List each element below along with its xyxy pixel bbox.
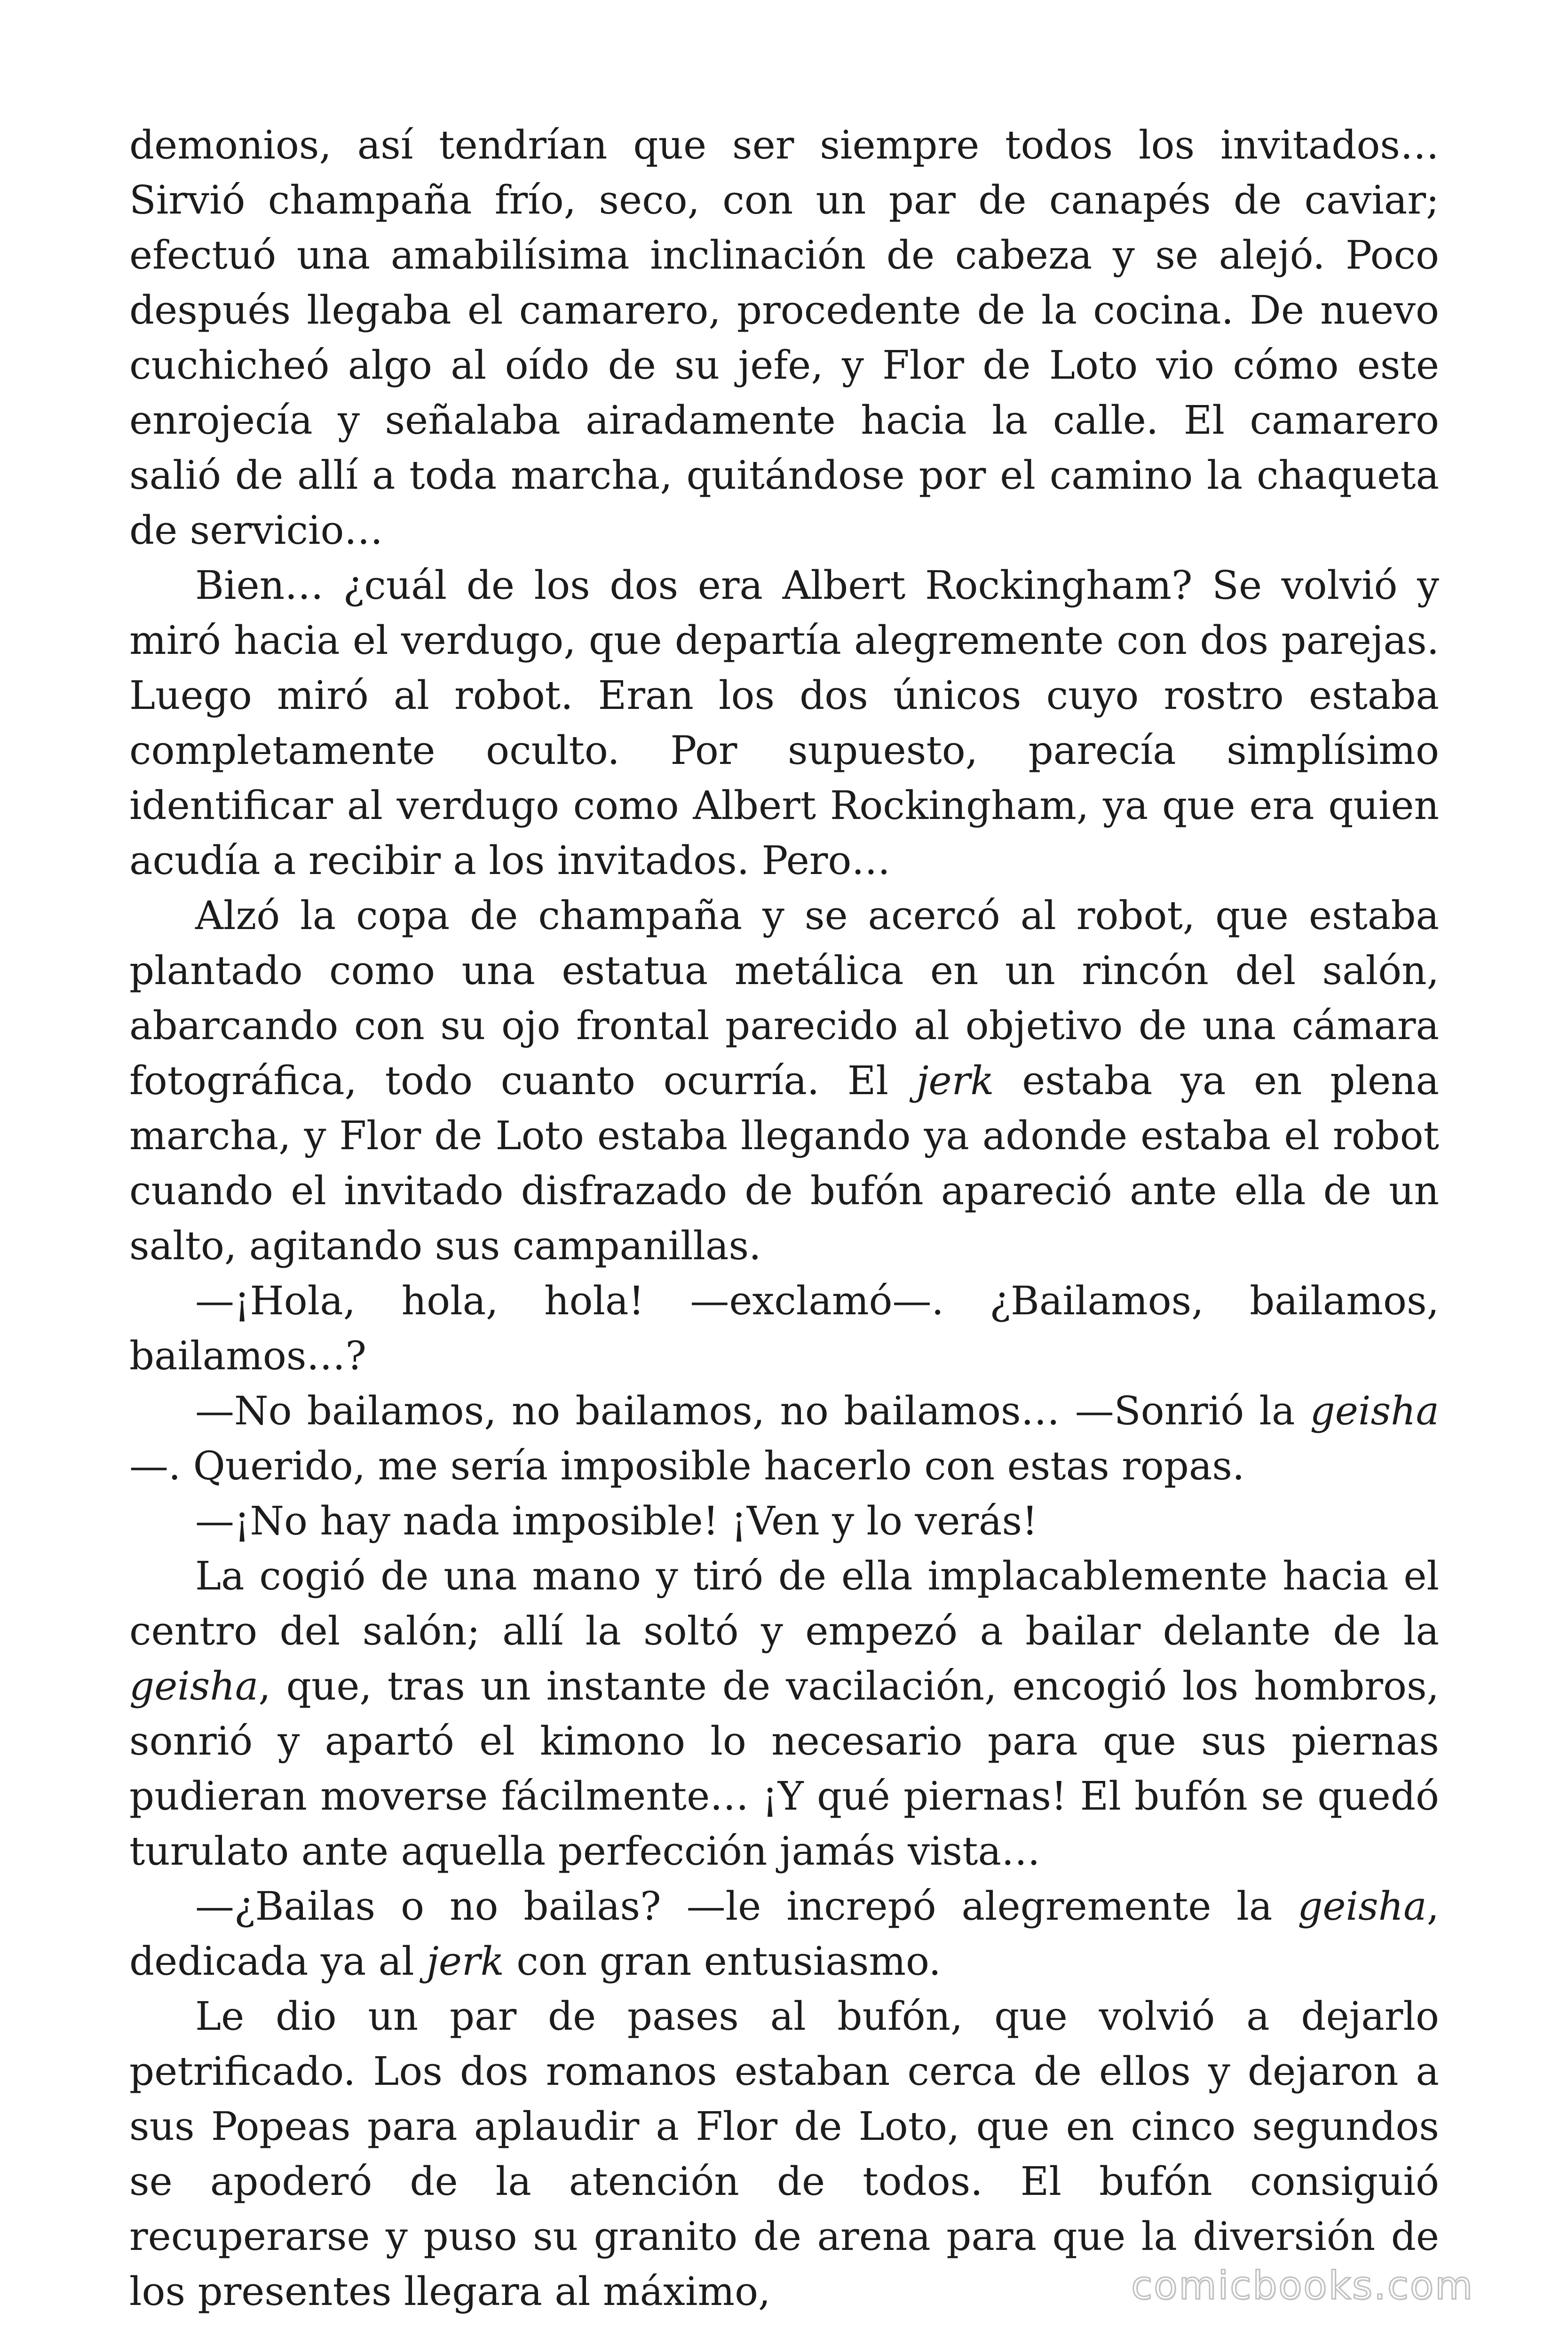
paragraph-text: —. Querido, me sería imposible hacerlo con estas ropas.: [129, 1443, 1245, 1489]
paragraph-text: Alzó la copa de champaña y se acercó al robot, que estaba plantado como una estatua metálica en un rincón del salón, abarcando con su ojo frontal parecido al objetivo de una cámara fotográfica, todo cuanto ocurría. El: [129, 893, 1439, 1104]
paragraph-text: , dedicada ya al: [129, 1883, 1439, 1984]
paragraph-text: con gran entusiasmo.: [504, 1939, 941, 1984]
paragraph-text: estaba ya en plena marcha, y Flor de Loto estaba llegando ya adonde estaba el robot cuando el invitado disfrazado de bufón apareció ante ella de un salto, agitando sus campanillas.: [129, 1058, 1440, 1269]
paragraph: [129, 1494, 1439, 1549]
paragraph-text: —¿Bailas o no bailas? —le increpó alegremente la: [195, 1883, 1298, 1929]
italic-term: geisha: [1298, 1883, 1427, 1929]
paragraph: [129, 1273, 1439, 1383]
paragraph-text: —¡Hola, hola, hola! —exclamó—. ¿Bailamos, bailamos, bailamos…?: [129, 1278, 1439, 1379]
paragraph: [129, 888, 1439, 1273]
site-watermark: comicbooks.com: [1131, 2264, 1474, 2308]
italic-term: geisha: [1310, 1388, 1439, 1434]
paragraph-text: demonios, así tendrían que ser siempre todos los invitados… Sirvió champaña frío, seco, con un par de canapés de caviar; efectuó una amabilísima inclinación de cabeza y se alejó. Poco después llegaba el camarero, procedente de la cocina. De nuevo cuchicheó algo al oído de su jefe, y Flor de Loto vio cómo este enrojecía y señalaba airadamente hacia la calle. El camarero salió de allí a toda marcha, quitándose por el camino la chaqueta de servicio…: [129, 122, 1439, 553]
paragraph-text: Bien… ¿cuál de los dos era Albert Rockingham? Se volvió y miró hacia el verdugo, que departía alegremente con dos parejas. Luego miró al robot. Eran los dos únicos cuyo rostro estaba completamente oculto. Por supuesto, parecía simplísimo identificar al verdugo como Albert Rockingham, ya que era quien acudía a recibir a los invitados. Pero…: [129, 563, 1439, 883]
paragraph-text: , que, tras un instante de vacilación, encogió los hombros, sonrió y apartó el kimono lo necesario para que sus piernas pudieran moverse fácilmente… ¡Y qué piernas! El bufón se quedó turulato ante aquella perfección jamás vista…: [129, 1663, 1439, 1874]
italic-term: jerk: [916, 1058, 994, 1104]
paragraph: [129, 118, 1439, 558]
paragraph-text: La cogió de una mano y tiró de ella implacablemente hacia el centro del salón; allí la soltó y empezó a bailar delante de la: [129, 1553, 1439, 1654]
italic-term: jerk: [427, 1939, 504, 1984]
paragraph-text: —No bailamos, no bailamos, no bailamos… —Sonrió la: [195, 1388, 1310, 1434]
paragraph: [129, 558, 1439, 888]
paragraph: [129, 1879, 1439, 1989]
paragraph: [129, 1383, 1439, 1494]
book-page-text: [129, 118, 1439, 2319]
paragraph: [129, 1549, 1439, 1879]
paragraph-text: Le dio un par de pases al bufón, que volvió a dejarlo petrificado. Los dos romanos estaban cerca de ellos y dejaron a sus Popeas para aplaudir a Flor de Loto, que en cinco segundos se apoderó de la atención de todos. El bufón consiguió recuperarse y puso su granito de arena para que la diversión de los presentes llegara al máximo,: [129, 1994, 1439, 2314]
paragraph-text: —¡No hay nada imposible! ¡Ven y lo verás!: [195, 1498, 1038, 1544]
italic-term: geisha: [129, 1663, 259, 1709]
